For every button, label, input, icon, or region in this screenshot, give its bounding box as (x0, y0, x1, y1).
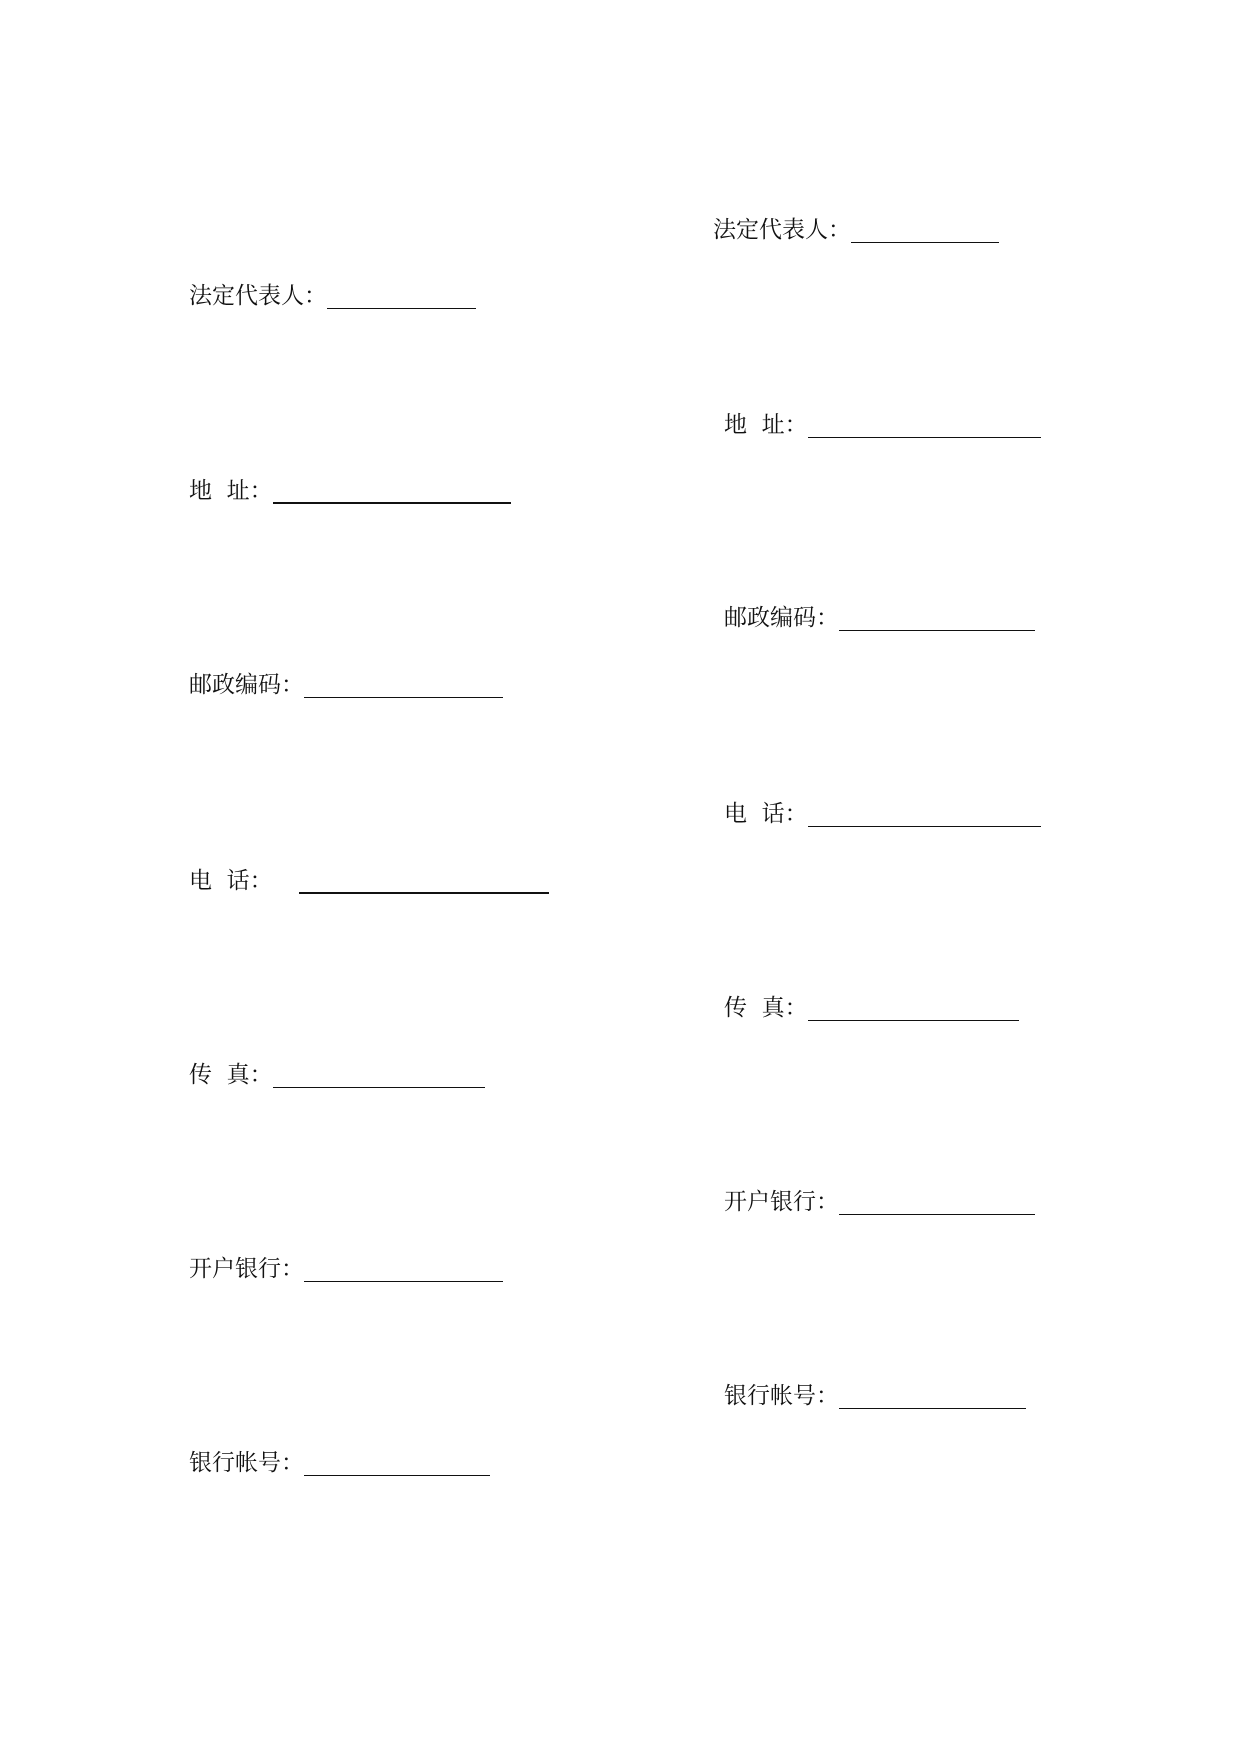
left-fax-label: 传 真： (189, 1062, 273, 1088)
right-legal-rep-field (713, 215, 999, 245)
left-postal-code-blank[interactable] (304, 672, 503, 698)
left-fax-blank[interactable] (273, 1062, 485, 1088)
left-bank-blank[interactable] (304, 1256, 503, 1282)
right-bank-blank[interactable] (839, 1189, 1035, 1215)
left-legal-rep-blank[interactable] (327, 283, 476, 309)
right-fax-field (724, 993, 1019, 1023)
left-bank-label: 开户银行： (189, 1256, 304, 1282)
left-account-field (189, 1448, 490, 1478)
right-account-field (724, 1381, 1026, 1411)
right-phone-blank[interactable] (808, 801, 1041, 827)
right-legal-rep-label: 法定代表人： (713, 217, 851, 243)
right-bank-field (724, 1187, 1035, 1217)
right-phone-label: 电 话： (724, 801, 808, 827)
right-fax-label: 传 真： (724, 995, 808, 1021)
right-account-blank[interactable] (839, 1383, 1026, 1409)
right-address-label: 地 址： (724, 412, 808, 438)
right-phone-field (724, 799, 1041, 829)
right-postal-code-blank[interactable] (839, 605, 1035, 631)
left-postal-code-field (189, 670, 503, 700)
left-bank-field (189, 1254, 503, 1284)
left-legal-rep-field (189, 281, 476, 311)
left-phone-label: 电 话： (189, 868, 273, 894)
left-legal-rep-label: 法定代表人： (189, 283, 327, 309)
left-address-label: 地 址： (189, 478, 273, 504)
left-phone-blank[interactable] (299, 867, 549, 894)
left-phone-field (189, 866, 549, 896)
left-address-field (189, 476, 511, 506)
right-address-field (724, 410, 1041, 440)
left-account-blank[interactable] (304, 1450, 490, 1476)
right-address-blank[interactable] (808, 412, 1041, 438)
right-legal-rep-blank[interactable] (851, 217, 999, 243)
right-postal-code-field (724, 603, 1035, 633)
left-account-label: 银行帐号： (189, 1450, 304, 1476)
right-bank-label: 开户银行： (724, 1189, 839, 1215)
right-postal-code-label: 邮政编码： (724, 605, 839, 631)
left-address-blank[interactable] (273, 477, 511, 504)
left-postal-code-label: 邮政编码： (189, 672, 304, 698)
right-account-label: 银行帐号： (724, 1383, 839, 1409)
left-fax-field (189, 1060, 485, 1090)
right-fax-blank[interactable] (808, 995, 1019, 1021)
